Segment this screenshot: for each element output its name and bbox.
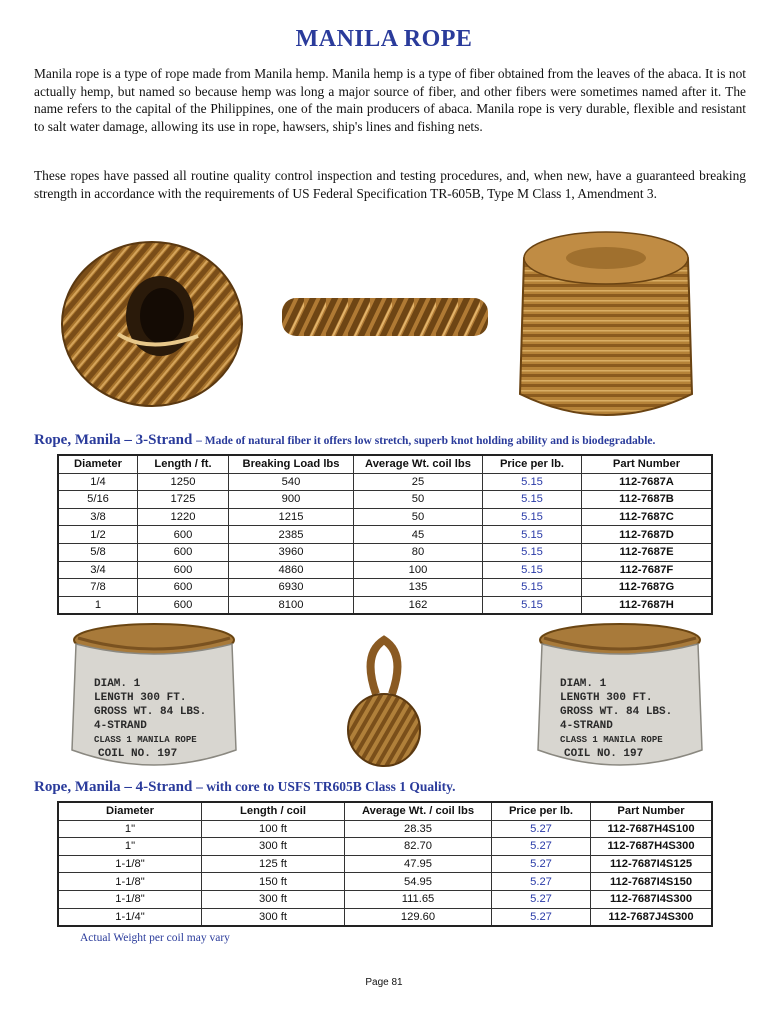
cell: 1215 <box>229 508 354 526</box>
table-row <box>58 491 712 509</box>
bag-text-line: COIL NO. 197 <box>98 748 178 760</box>
bag-text-line: GROSS WT. 84 LBS. <box>94 706 207 718</box>
price-cell: 5.27 <box>492 838 591 856</box>
cell: 129.60 <box>345 908 492 926</box>
three-strand-table <box>57 454 713 615</box>
section2-heading-row <box>34 779 456 796</box>
cell: 1220 <box>138 508 229 526</box>
cell: 600 <box>138 543 229 561</box>
cell: 100 <box>354 561 483 579</box>
part-number-cell: 112-7687G <box>582 579 713 597</box>
cell: 1" <box>58 820 202 838</box>
cell: 300 ft <box>202 908 345 926</box>
price-cell: 5.27 <box>492 890 591 908</box>
cell: 1-1/8" <box>58 855 202 873</box>
cell: 300 ft <box>202 838 345 856</box>
table-row <box>58 890 712 908</box>
column-header: Diameter <box>58 455 138 473</box>
price-cell: 5.15 <box>483 526 582 544</box>
section1-heading: Rope, Manila – 3-Strand <box>34 432 193 448</box>
page-title: MANILA ROPE <box>295 26 473 52</box>
cell: 2385 <box>229 526 354 544</box>
part-number-cell: 112-7687C <box>582 508 713 526</box>
bag-text-line: LENGTH 300 FT. <box>94 692 187 704</box>
table-row <box>58 508 712 526</box>
cell: 50 <box>354 491 483 509</box>
part-number-cell: 112-7687B <box>582 491 713 509</box>
bag-text-line: COIL NO. 197 <box>564 748 644 760</box>
table-row <box>58 561 712 579</box>
part-number-cell: 112-7687I4S300 <box>591 890 713 908</box>
table-row <box>58 908 712 926</box>
cell: 1250 <box>138 473 229 491</box>
section2-description: – with core to USFS TR605B Class 1 Quality. <box>196 779 456 794</box>
rope-bag-image-left <box>68 620 240 772</box>
cell: 1-1/8" <box>58 890 202 908</box>
cell: 125 ft <box>202 855 345 873</box>
column-header: Length / coil <box>202 802 345 820</box>
cell: 82.70 <box>345 838 492 856</box>
table-row <box>58 579 712 597</box>
cell: 135 <box>354 579 483 597</box>
part-number-cell: 112-7687H4S300 <box>591 838 713 856</box>
section2-heading: Rope, Manila – 4-Strand <box>34 779 193 795</box>
price-cell: 5.15 <box>483 491 582 509</box>
table-row <box>58 838 712 856</box>
section1-heading-row <box>34 432 655 449</box>
bag-text-line: LENGTH 300 FT. <box>560 692 653 704</box>
column-header: Average Wt. / coil lbs <box>345 802 492 820</box>
cell: 600 <box>138 596 229 614</box>
cell: 1/2 <box>58 526 138 544</box>
price-cell: 5.15 <box>483 508 582 526</box>
table-row <box>58 526 712 544</box>
column-header: Diameter <box>58 802 202 820</box>
table-header-row <box>58 455 712 473</box>
price-cell: 5.15 <box>483 596 582 614</box>
cell: 6930 <box>229 579 354 597</box>
cell: 3/4 <box>58 561 138 579</box>
cell: 3/8 <box>58 508 138 526</box>
section1-description: – Made of natural fiber it offers low stretch, superb knot holding ability and is biodegradable. <box>196 435 656 447</box>
cell: 4860 <box>229 561 354 579</box>
price-cell: 5.15 <box>483 561 582 579</box>
cell: 1 <box>58 596 138 614</box>
cell: 80 <box>354 543 483 561</box>
cell: 3960 <box>229 543 354 561</box>
bag-text-line: GROSS WT. 84 LBS. <box>560 706 673 718</box>
part-number-cell: 112-7687A <box>582 473 713 491</box>
weight-note: Actual Weight per coil may vary <box>80 932 230 944</box>
intro-paragraph-2: These ropes have passed all routine quality control inspection and testing procedures, and, when new, have a guaranteed breaking strength in accordance with the requirements of US Federal Specification TR-605B, Type M Class 1, Amendment 3. <box>34 168 746 201</box>
page-number: Page 81 <box>365 977 403 988</box>
cell: 600 <box>138 579 229 597</box>
cell: 1/4 <box>58 473 138 491</box>
part-number-cell: 112-7687H4S100 <box>591 820 713 838</box>
table-row <box>58 543 712 561</box>
cell: 900 <box>229 491 354 509</box>
cell: 5/16 <box>58 491 138 509</box>
rope-bag-image-right <box>534 620 706 772</box>
part-number-cell: 112-7687H <box>582 596 713 614</box>
table-row <box>58 855 712 873</box>
column-header: Average Wt. coil lbs <box>354 455 483 473</box>
cell: 600 <box>138 561 229 579</box>
rope-coil-image <box>58 224 246 410</box>
cell: 600 <box>138 526 229 544</box>
table-row <box>58 473 712 491</box>
column-header: Price per lb. <box>492 802 591 820</box>
price-cell: 5.27 <box>492 873 591 891</box>
bag-text-line: 4-STRAND <box>560 720 613 732</box>
monkey-fist-knot-image <box>340 634 428 770</box>
cell: 28.35 <box>345 820 492 838</box>
price-cell: 5.27 <box>492 820 591 838</box>
cell: 111.65 <box>345 890 492 908</box>
part-number-cell: 112-7687E <box>582 543 713 561</box>
cell: 45 <box>354 526 483 544</box>
cell: 1-1/8" <box>58 873 202 891</box>
table-header-row <box>58 802 712 820</box>
rope-strand-image <box>282 294 488 340</box>
cell: 1-1/4" <box>58 908 202 926</box>
price-cell: 5.27 <box>492 908 591 926</box>
bag-text-line: CLASS 1 MANILA ROPE <box>94 735 197 745</box>
price-cell: 5.15 <box>483 579 582 597</box>
cell: 7/8 <box>58 579 138 597</box>
cell: 8100 <box>229 596 354 614</box>
part-number-cell: 112-7687D <box>582 526 713 544</box>
rope-spool-image <box>516 224 696 424</box>
cell: 25 <box>354 473 483 491</box>
cell: 540 <box>229 473 354 491</box>
cell: 50 <box>354 508 483 526</box>
price-cell: 5.15 <box>483 473 582 491</box>
price-cell: 5.27 <box>492 855 591 873</box>
bag-text-line: CLASS 1 MANILA ROPE <box>560 735 663 745</box>
intro-paragraph-1: Manila rope is a type of rope made from Manila hemp. Manila hemp is a type of fiber obtained from the leaves of the abaca. It is not actually hemp, but named so because hemp was long a major source of fiber, and other fibers were sometimes named after it. The name refers to the capital of the Philippines, one of the main producers of abaca. Manila rope is very durable, flexible and resistant to salt water damage, allowing its use in rope, hawsers, ship's lines and fishing nets. <box>34 66 746 134</box>
cell: 5/8 <box>58 543 138 561</box>
bag-text-line: DIAM. 1 <box>560 678 607 690</box>
column-header: Length / ft. <box>138 455 229 473</box>
cell: 162 <box>354 596 483 614</box>
bag-text-line: DIAM. 1 <box>94 678 141 690</box>
table-row <box>58 820 712 838</box>
price-cell: 5.15 <box>483 543 582 561</box>
cell: 100 ft <box>202 820 345 838</box>
table-row <box>58 873 712 891</box>
cell: 300 ft <box>202 890 345 908</box>
cell: 54.95 <box>345 873 492 891</box>
column-header: Part Number <box>591 802 713 820</box>
cell: 1725 <box>138 491 229 509</box>
part-number-cell: 112-7687I4S125 <box>591 855 713 873</box>
part-number-cell: 112-7687I4S150 <box>591 873 713 891</box>
column-header: Part Number <box>582 455 713 473</box>
four-strand-table <box>57 801 713 927</box>
column-header: Price per lb. <box>483 455 582 473</box>
cell: 150 ft <box>202 873 345 891</box>
part-number-cell: 112-7687F <box>582 561 713 579</box>
cell: 1" <box>58 838 202 856</box>
cell: 47.95 <box>345 855 492 873</box>
bag-text-line: 4-STRAND <box>94 720 147 732</box>
column-header: Breaking Load lbs <box>229 455 354 473</box>
part-number-cell: 112-7687J4S300 <box>591 908 713 926</box>
table-row <box>58 596 712 614</box>
